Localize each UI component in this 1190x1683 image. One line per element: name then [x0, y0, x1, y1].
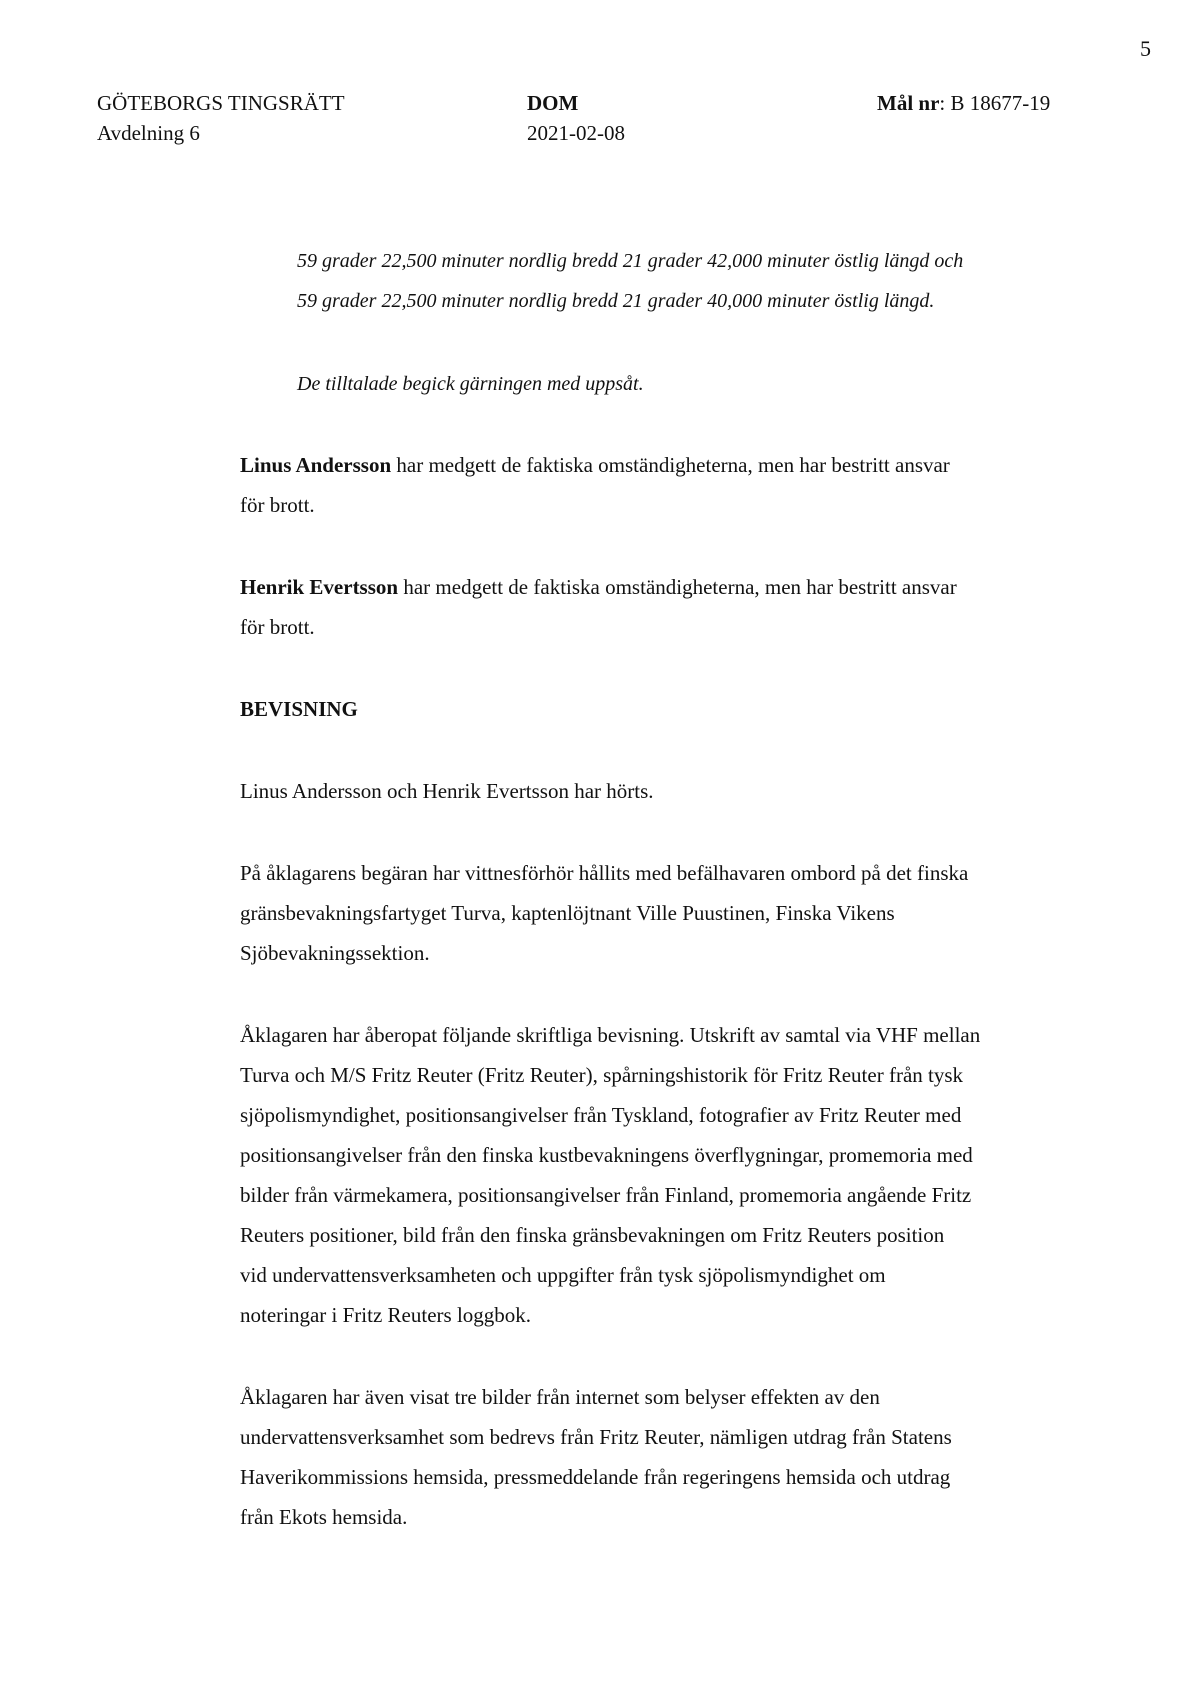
document-type: DOM: [527, 91, 579, 115]
position-text: har medgett de faktiska omständigheterna, men har bestritt ansvar: [398, 575, 957, 599]
intent-statement: De tilltalade begick gärningen med uppsåt.: [297, 373, 644, 395]
paragraph-line: för brott.: [240, 615, 315, 639]
document-date: 2021-02-08: [527, 121, 625, 145]
section-heading-bevisning: BEVISNING: [240, 697, 358, 721]
coordinate-line: 59 grader 22,500 minuter nordlig bredd 21 grader 40,000 minuter östlig längd.: [297, 290, 935, 312]
paragraph-line: sjöpolismyndighet, positionsangivelser från Tyskland, fotografier av Fritz Reuter med: [240, 1103, 962, 1127]
case-number-label: Mål nr: [877, 91, 940, 115]
paragraph-line: Linus Andersson och Henrik Evertsson har hörts.: [240, 779, 654, 803]
defendant-name: Henrik Evertsson: [240, 575, 399, 599]
paragraph-line: Turva och M/S Fritz Reuter (Fritz Reuter), spårningshistorik för Fritz Reuter från tysk: [240, 1063, 964, 1087]
paragraph-line: Sjöbevakningssektion.: [240, 941, 430, 965]
header-type-column: [527, 88, 625, 148]
page-number: 5: [1140, 36, 1151, 61]
paragraph-line: noteringar i Fritz Reuters loggbok.: [240, 1303, 532, 1327]
position-text: har medgett de faktiska omständigheterna, men har bestritt ansvar: [391, 453, 950, 477]
header-case-column: [877, 88, 1050, 118]
paragraph-line: Åklagaren har åberopat följande skriftliga bevisning. Utskrift av samtal via VHF mellan: [240, 1023, 981, 1047]
paragraph-line: Åklagaren har även visat tre bilder från internet som belyser effekten av den: [240, 1385, 880, 1409]
paragraph-line: På åklagarens begäran har vittnesförhör hållits med befälhavaren ombord på det finska: [240, 861, 969, 885]
paragraph-line: Reuters positioner, bild från den finska gränsbevakningen om Fritz Reuters position: [240, 1223, 945, 1247]
defendant-name: Linus Andersson: [240, 453, 392, 477]
coordinate-line: 59 grader 22,500 minuter nordlig bredd 21 grader 42,000 minuter östlig längd och: [297, 250, 964, 272]
paragraph-line: gränsbevakningsfartyget Turva, kaptenlöjtnant Ville Puustinen, Finska Vikens: [240, 901, 895, 925]
paragraph-line: positionsangivelser från den finska kustbevakningens överflygningar, promemoria med: [240, 1143, 973, 1167]
paragraph-line: vid undervattensverksamheten och uppgifter från tysk sjöpolismyndighet om: [240, 1263, 886, 1287]
paragraph-line: undervattensverksamhet som bedrevs från Fritz Reuter, nämligen utdrag från Statens: [240, 1425, 952, 1449]
court-division: Avdelning 6: [97, 121, 200, 145]
case-number: : B 18677-19: [939, 91, 1051, 115]
paragraph-line: [240, 452, 950, 478]
paragraph-line: Haverikommissions hemsida, pressmeddelande från regeringens hemsida och utdrag: [240, 1465, 951, 1489]
header-court-column: [97, 88, 345, 148]
paragraph-line: [240, 574, 957, 600]
paragraph-line: för brott.: [240, 493, 315, 517]
court-name: GÖTEBORGS TINGSRÄTT: [97, 91, 345, 115]
paragraph-line: bilder från värmekamera, positionsangivelser från Finland, promemoria angående Fritz: [240, 1183, 972, 1207]
paragraph-line: från Ekots hemsida.: [240, 1505, 408, 1529]
